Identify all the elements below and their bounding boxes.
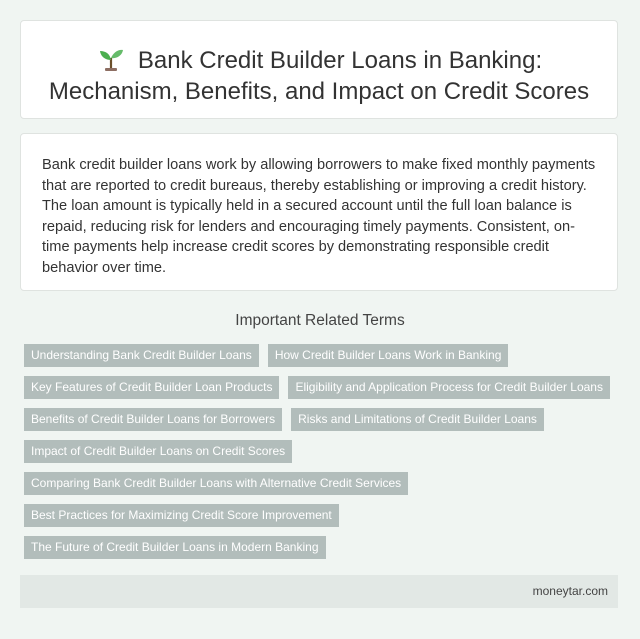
term-row [24,440,620,463]
term-link[interactable]: Eligibility and Application Process for Credit Builder Loans [288,376,610,399]
title-line-2: Mechanism, Benefits, and Impact on Credit Scores [48,78,590,105]
sprout-icon [96,47,126,71]
title-line-1: Bank Credit Builder Loans in Banking: [137,47,543,74]
term-row [24,344,620,367]
term-row [24,408,620,431]
term-link[interactable]: Benefits of Credit Builder Loans for Borrowers [24,408,282,431]
summary-card [20,133,618,291]
related-terms-list [24,344,620,568]
term-row [24,536,620,559]
term-link[interactable]: How Credit Builder Loans Work in Banking [268,344,509,367]
term-link[interactable]: Understanding Bank Credit Builder Loans [24,344,259,367]
term-link[interactable]: Best Practices for Maximizing Credit Score Improvement [24,504,339,527]
term-link[interactable]: The Future of Credit Builder Loans in Modern Banking [24,536,326,559]
term-row [24,504,620,527]
page-title [21,45,617,107]
term-row [24,376,620,399]
term-link[interactable]: Impact of Credit Builder Loans on Credit Scores [24,440,292,463]
term-link[interactable]: Comparing Bank Credit Builder Loans with Alternative Credit Services [24,472,408,495]
title-card [20,20,618,119]
footer-site-link[interactable]: moneytar.com [532,584,608,598]
term-link[interactable]: Risks and Limitations of Credit Builder Loans [291,408,544,431]
summary-text: Bank credit builder loans work by allowing borrowers to make fixed monthly payments that are reported to credit bureaus, thereby establishing or improving a credit history. The loan amount is typically held in a secured account until the full loan balance is repaid, reducing risk for lenders and encouraging timely payments. Consistent, on-time payments help increase credit scores by demonstrating responsible credit behavior over time. [42,157,596,276]
related-terms-heading: Important Related Terms [235,312,405,329]
term-link[interactable]: Key Features of Credit Builder Loan Products [24,376,279,399]
term-row [24,472,620,495]
footer [20,575,618,608]
